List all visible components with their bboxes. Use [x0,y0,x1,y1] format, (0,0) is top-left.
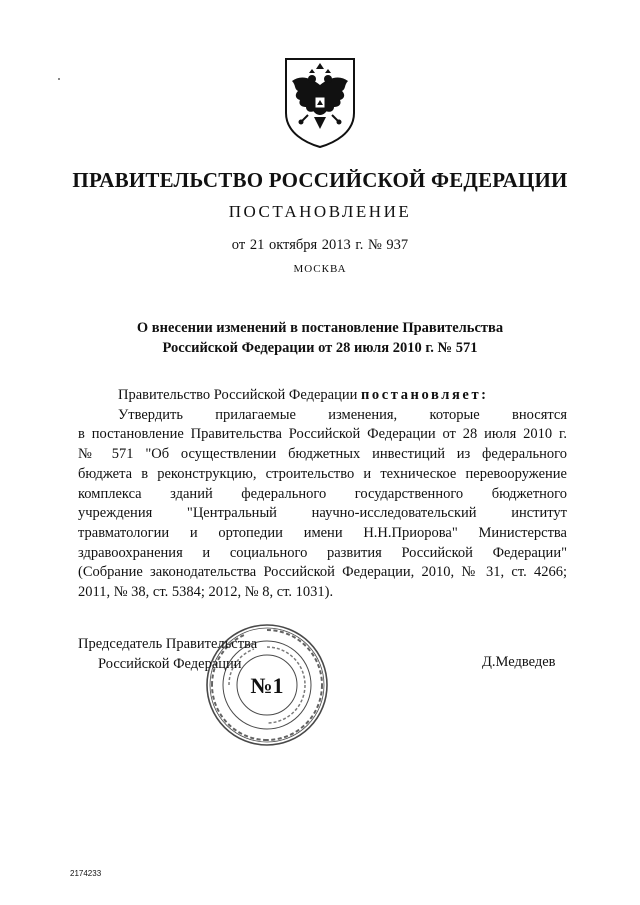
body-line: в постановление Правительства Российской Федерации от 28 июля 2010 г. [78,426,567,443]
body-line: бюджета в реконструкцию, строительство и техническое перевооружение [78,465,567,482]
signer-name: Д.Медведев [482,654,556,670]
position-line: Российской Федерации [98,656,242,672]
body-line: 2011, № 38, ст. 5384; 2012, № 8, ст. 1031). [78,584,334,601]
resolves-word: постановляет: [360,387,489,403]
scan-speck [58,78,60,80]
coat-of-arms-icon [282,55,358,150]
body-line: № 571 "Об осуществлении бюджетных инвестиций из федерального [78,446,567,463]
body-line: Утвердить прилагаемые изменения, которые вносятся [118,406,567,423]
footer-doc-number: 2174233 [70,869,102,878]
document-city: МОСКВА [293,263,347,275]
official-seal-stamp [204,622,330,748]
document-subject [0,318,640,358]
document-body [78,386,567,603]
body-line: учреждения "Центральный научно-исследовательский институт [78,505,567,522]
subject-line: О внесении изменений в постановление Правительства [136,320,504,336]
body-intro [78,386,567,406]
body-line: здравоохранения и социального развития Российской Федерации" [78,544,567,561]
subject-line: Российской Федерации от 28 июля 2010 г. № 571 [162,340,478,356]
document-kind: ПОСТАНОВЛЕНИЕ [228,202,412,221]
body-line: комплекса зданий федерального государственного бюджетного [78,485,567,502]
seal-number: №1 [250,673,284,698]
body-line: травматологии и ортопедии имени Н.Н.Приорова" Министерства [78,524,567,541]
document-date-number: от 21 октября 2013 г. № 937 [231,237,409,253]
government-title: ПРАВИТЕЛЬСТВО РОССИЙСКОЙ ФЕДЕРАЦИИ [72,168,568,192]
intro-text: Правительство Российской Федерации [118,387,358,403]
body-line: (Собрание законодательства Российской Федерации, 2010, № 31, ст. 4266; [78,564,567,581]
position-line: Председатель Правительства [78,636,258,652]
